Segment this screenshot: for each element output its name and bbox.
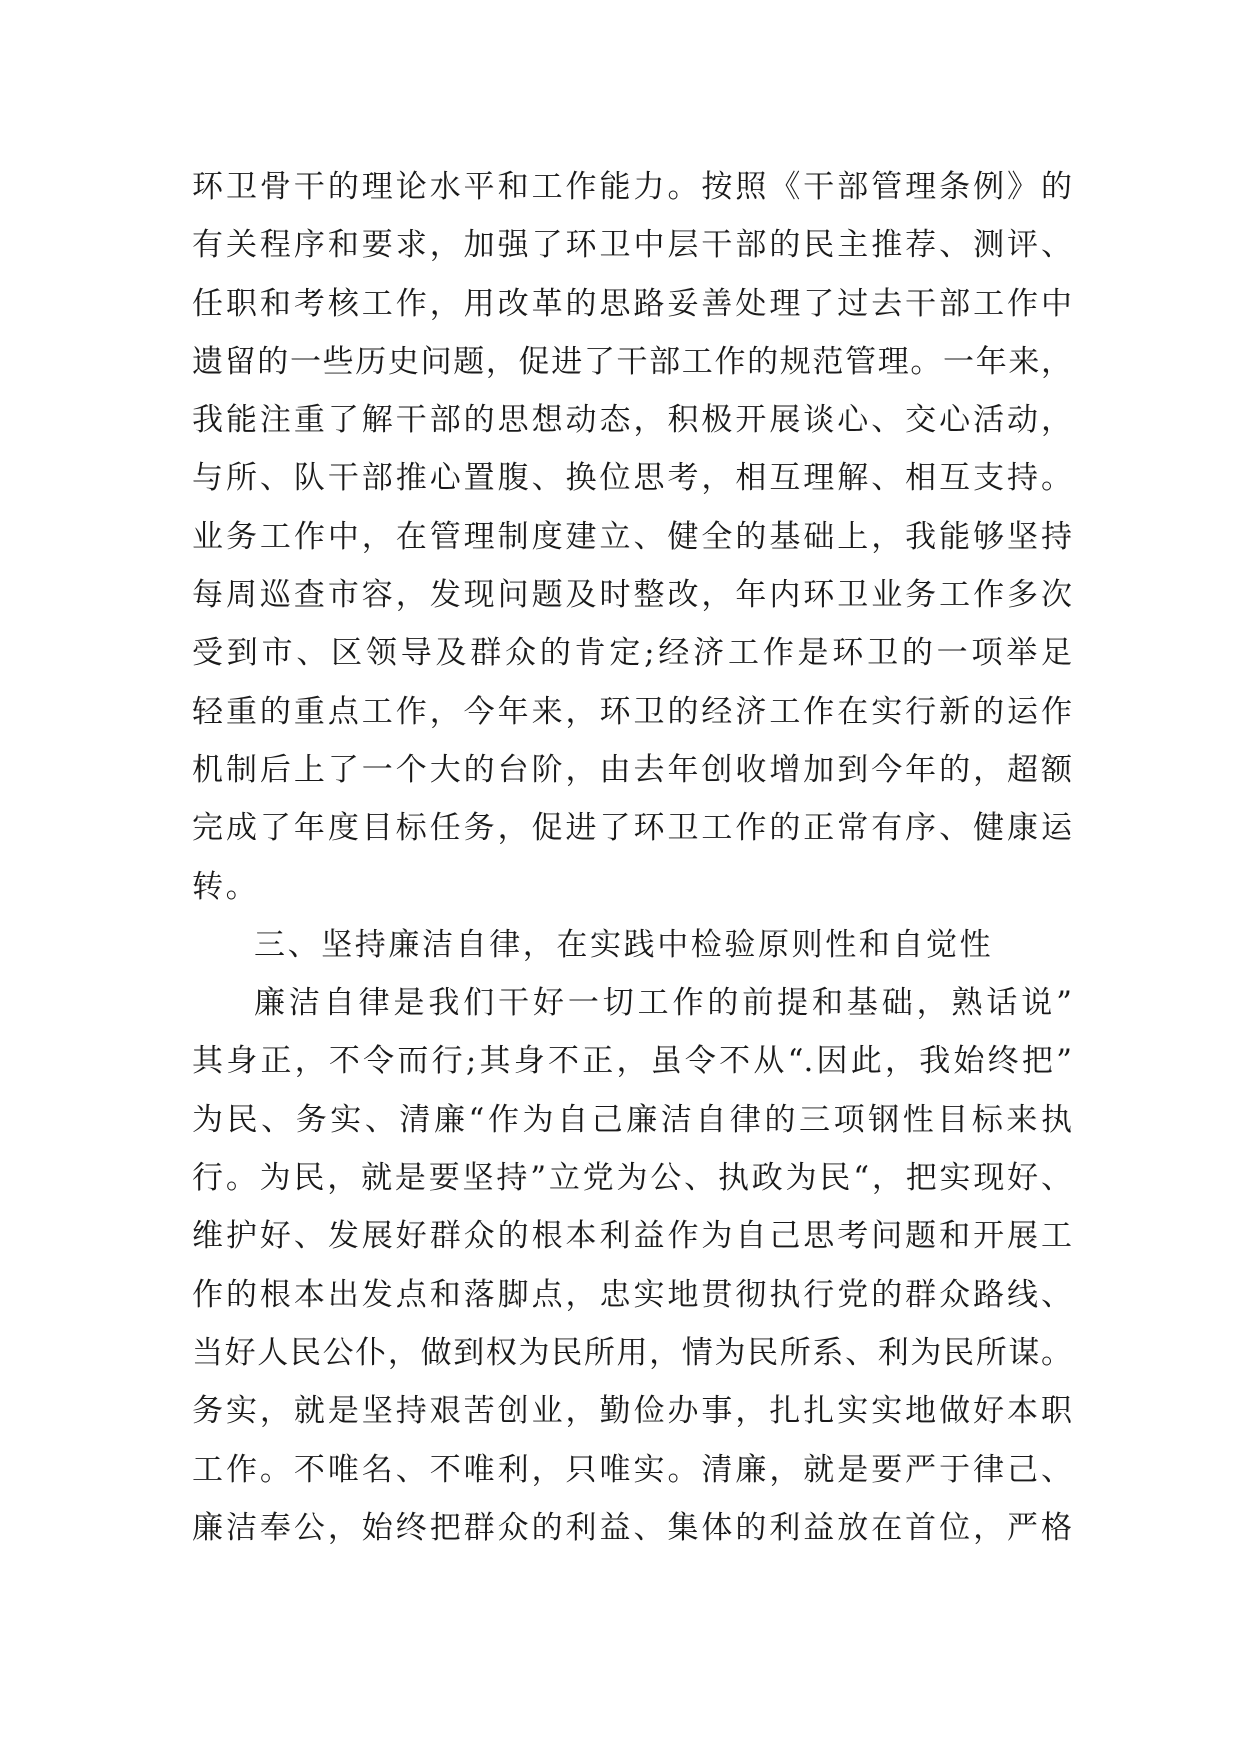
text-line: 环卫骨干的理论水平和工作能力。按照《干部管理条例》的: [192, 169, 1072, 205]
text-line-paragraph-end: 转。: [192, 868, 260, 905]
text-line: 完成了年度目标任务，促进了环卫工作的正常有序、健康运: [192, 810, 1072, 847]
text-line: 我能注重了解干部的思想动态，积极开展谈心、交心活动，: [192, 402, 1072, 439]
text-line: 轻重的重点工作，今年来，环卫的经济工作在实行新的运作: [192, 693, 1072, 730]
text-line: 业务工作中，在管理制度建立、健全的基础上，我能够坚持: [192, 518, 1072, 555]
text-line: 作的根本出发点和落脚点，忠实地贯彻执行党的群众路线、: [192, 1276, 1072, 1313]
text-line: 工作。不唯名、不唯利，只唯实。清廉，就是要严于律己、: [192, 1451, 1072, 1488]
text-line: 务实，就是坚持艰苦创业，勤俭办事，扎扎实实地做好本职: [192, 1393, 1072, 1430]
text-line: 行。为民，就是要坚持”立党为公、执政为民“，把实现好、: [192, 1160, 1072, 1197]
text-line: 其身正，不令而行;其身不正，虽令不从“.因此，我始终把”: [192, 1043, 1072, 1080]
text-line: 维护好、发展好群众的根本利益作为自己思考问题和开展工: [192, 1218, 1072, 1255]
text-line: 受到市、区领导及群众的肯定;经济工作是环卫的一项举足: [192, 635, 1072, 672]
section-heading: 三、坚持廉洁自律，在实践中检验原则性和自觉性: [254, 926, 994, 963]
text-line: 遗留的一些历史问题，促进了干部工作的规范管理。一年来，: [192, 343, 1072, 380]
text-line: 任职和考核工作，用改革的思路妥善处理了过去干部工作中: [192, 285, 1072, 322]
text-line: 有关程序和要求，加强了环卫中层干部的民主推荐、测评、: [192, 227, 1072, 264]
paragraph-first-line: 廉洁自律是我们干好一切工作的前提和基础，熟话说”: [254, 985, 1072, 1022]
text-line: 为民、务实、清廉“作为自己廉洁自律的三项钢性目标来执: [192, 1101, 1072, 1138]
text-line: 与所、队干部推心置腹、换位思考，相互理解、相互支持。: [192, 460, 1072, 497]
text-line: 廉洁奉公，始终把群众的利益、集体的利益放在首位，严格: [192, 1509, 1072, 1546]
text-line: 机制后上了一个大的台阶，由去年创收增加到今年的，超额: [192, 751, 1072, 788]
text-line: 当好人民公仆，做到权为民所用，情为民所系、利为民所谋。: [192, 1334, 1072, 1371]
text-line: 每周巡查市容，发现问题及时整改，年内环卫业务工作多次: [192, 577, 1072, 614]
body-text: [192, 158, 1072, 1557]
